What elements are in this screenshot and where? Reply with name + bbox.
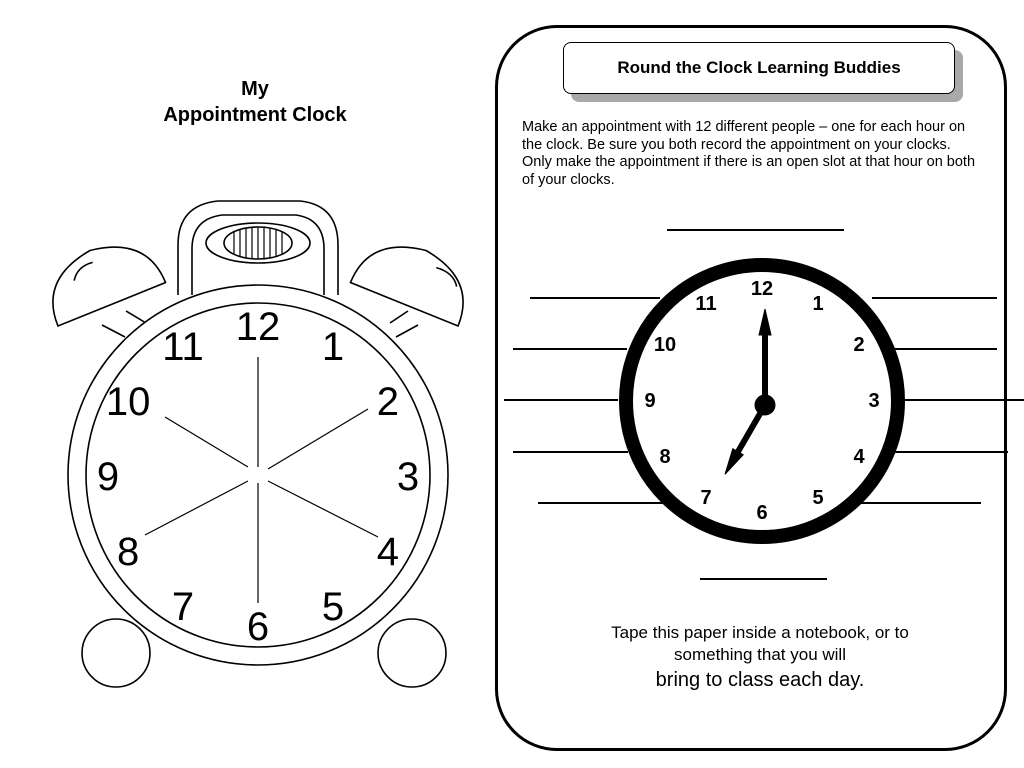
alarm-clock-numeral-3: 3 [396,455,420,499]
learning-clock-numeral-7: 7 [700,487,712,509]
learning-clock-numeral-9: 9 [644,390,656,412]
learning-clock-numeral-5: 5 [812,487,824,509]
left-bell [36,229,165,326]
learning-clock-numeral-1: 1 [812,293,824,315]
learning-clock-numeral-6: 6 [756,502,768,524]
alarm-clock-numeral-11: 11 [162,325,204,370]
alarm-clock-numeral-12: 12 [235,305,281,349]
learning-clock-numeral-3: 3 [868,390,880,412]
alarm-clock-numeral-7: 7 [171,584,195,629]
footer-line-1: Tape this paper inside a notebook, or to [611,623,909,642]
learning-clock-numeral-12: 12 [750,278,774,300]
title-line-1: My [241,78,269,100]
left-foot [82,619,150,687]
banner-title: Round the Clock Learning Buddies [617,58,901,77]
footer-note [560,622,960,694]
alarm-clock-numeral-5: 5 [321,584,345,629]
alarm-clock-drawing [30,185,470,705]
learning-clock-numeral-11: 11 [695,293,717,315]
clock-center-hub [755,395,775,415]
alarm-clock-numeral-2: 2 [376,380,400,424]
alarm-clock-numeral-9: 9 [96,455,120,499]
footer-line-2: something that you will [674,645,846,664]
learning-clock-drawing [500,220,1024,590]
card-banner [563,42,955,94]
learning-clock-numeral-10: 10 [653,334,677,356]
alarm-clock-numeral-6: 6 [246,605,270,649]
appointment-clock-title [120,76,390,128]
learning-clock-numeral-8: 8 [659,446,671,468]
right-bell [350,229,470,326]
learning-clock-numeral-4: 4 [853,446,865,468]
right-foot [378,619,446,687]
footer-line-3: bring to class each day. [655,669,865,691]
instructions-text: Make an appointment with 12 different people – one for each hour on the clock. Be sure you both record the appointment on your clocks. Only make the appointment if there is an open slot at that hour on both of your clocks. [522,119,976,188]
alarm-clock-numeral-4: 4 [376,530,400,574]
alarm-clock-numeral-8: 8 [116,530,140,574]
title-line-2: Appointment Clock [163,104,347,126]
learning-clock-numeral-2: 2 [853,334,865,356]
alarm-clock-numeral-10: 10 [105,380,151,424]
alarm-clock-numeral-1: 1 [321,325,345,370]
